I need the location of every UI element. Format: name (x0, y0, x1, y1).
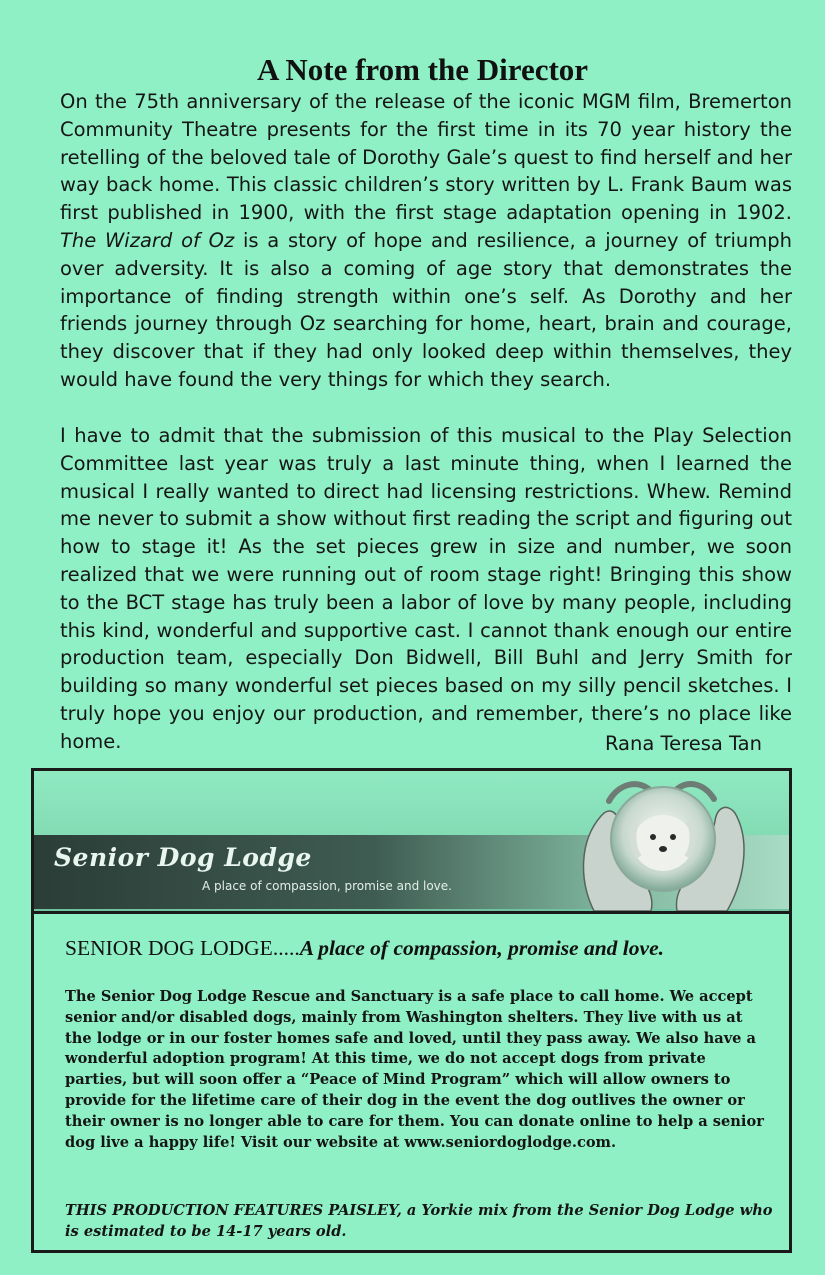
lodge-logo-tagline: A place of compassion, promise and love. (202, 879, 452, 893)
ad-body-text: The Senior Dog Lodge Rescue and Sanctuary is a safe place to call home. We accept senior and/or disabled dogs, mainly from Washington shelters. They live with us at the lodge or in our foster homes safe and loved, until they pass away. We also have a wonderful adoption program! At this time, we do not accept dogs from private parties, but will soon offer a “Peace of Mind Program” which will allow owners to provide for the lifetime care of their dog in the event the dog outlives the owner or their owner is no longer able to care for them. You can donate online to help a senior dog live a happy life! Visit our website at www.seniordoglodge.com. (65, 988, 764, 1151)
lodge-logo-title: Senior Dog Lodge (54, 843, 312, 872)
director-note-paragraph-2: I have to admit that the submission of this musical to the Play Selection Committee last year was truly a last minute thing, when I learned the musical I really wanted to direct had licensing restrictions. Whew. Remind me never to submit a show without first reading the script and figuring out how to stage it! As the set pieces grew in size and number, we soon realized that we were running out of room stage right! Bringing this show to the BCT stage has truly been a labor of love by many people, including this kind, wonderful and supportive cast. I cannot thank enough our entire production team, especially Don Bidwell, Bill Buhl and Jerry Smith for building so many wonderful set pieces based on my silly pencil sketches. I truly hope you enjoy our production, and remember, there’s no place like home. (60, 424, 792, 753)
ad-banner (34, 771, 789, 914)
senior-dog-lodge-ad (31, 768, 792, 1253)
play-title: The Wizard of Oz (60, 228, 235, 252)
ad-feature-note: THIS PRODUCTION FEATURES PAISLEY, a Yorkie mix from the Senior Dog Lodge who is estimated to be 14-17 years old. (65, 1202, 773, 1240)
page-title: A Note from the Director (256, 52, 589, 87)
director-note-paragraph-1: On the 75th anniversary of the release of the iconic MGM film, Bremerton Community Theatre presents for the first time in its 70 year history the retelling of the beloved tale of Dorothy Gale’s quest to find herself and her way back home. This classic children’s story written by L. Frank Baum was first published in 1900, with the first stage adaptation opening in 1902. The Wizard of Oz is a story of hope and resilience, a journey of triumph over adversity. It is also a coming of age story that demonstrates the importance of finding strength within one’s self. As Dorothy and her friends journey through Oz searching for home, heart, brain and courage, they discover that if they had only looked deep within themselves, they would have found the very things for which they search. (60, 90, 792, 391)
ad-heading: SENIOR DOG LODGE.....A place of compassion, promise and love. (65, 936, 664, 960)
hands-holding-dog-photo-icon (539, 771, 789, 911)
director-signature: Rana Teresa Tan (604, 732, 762, 755)
